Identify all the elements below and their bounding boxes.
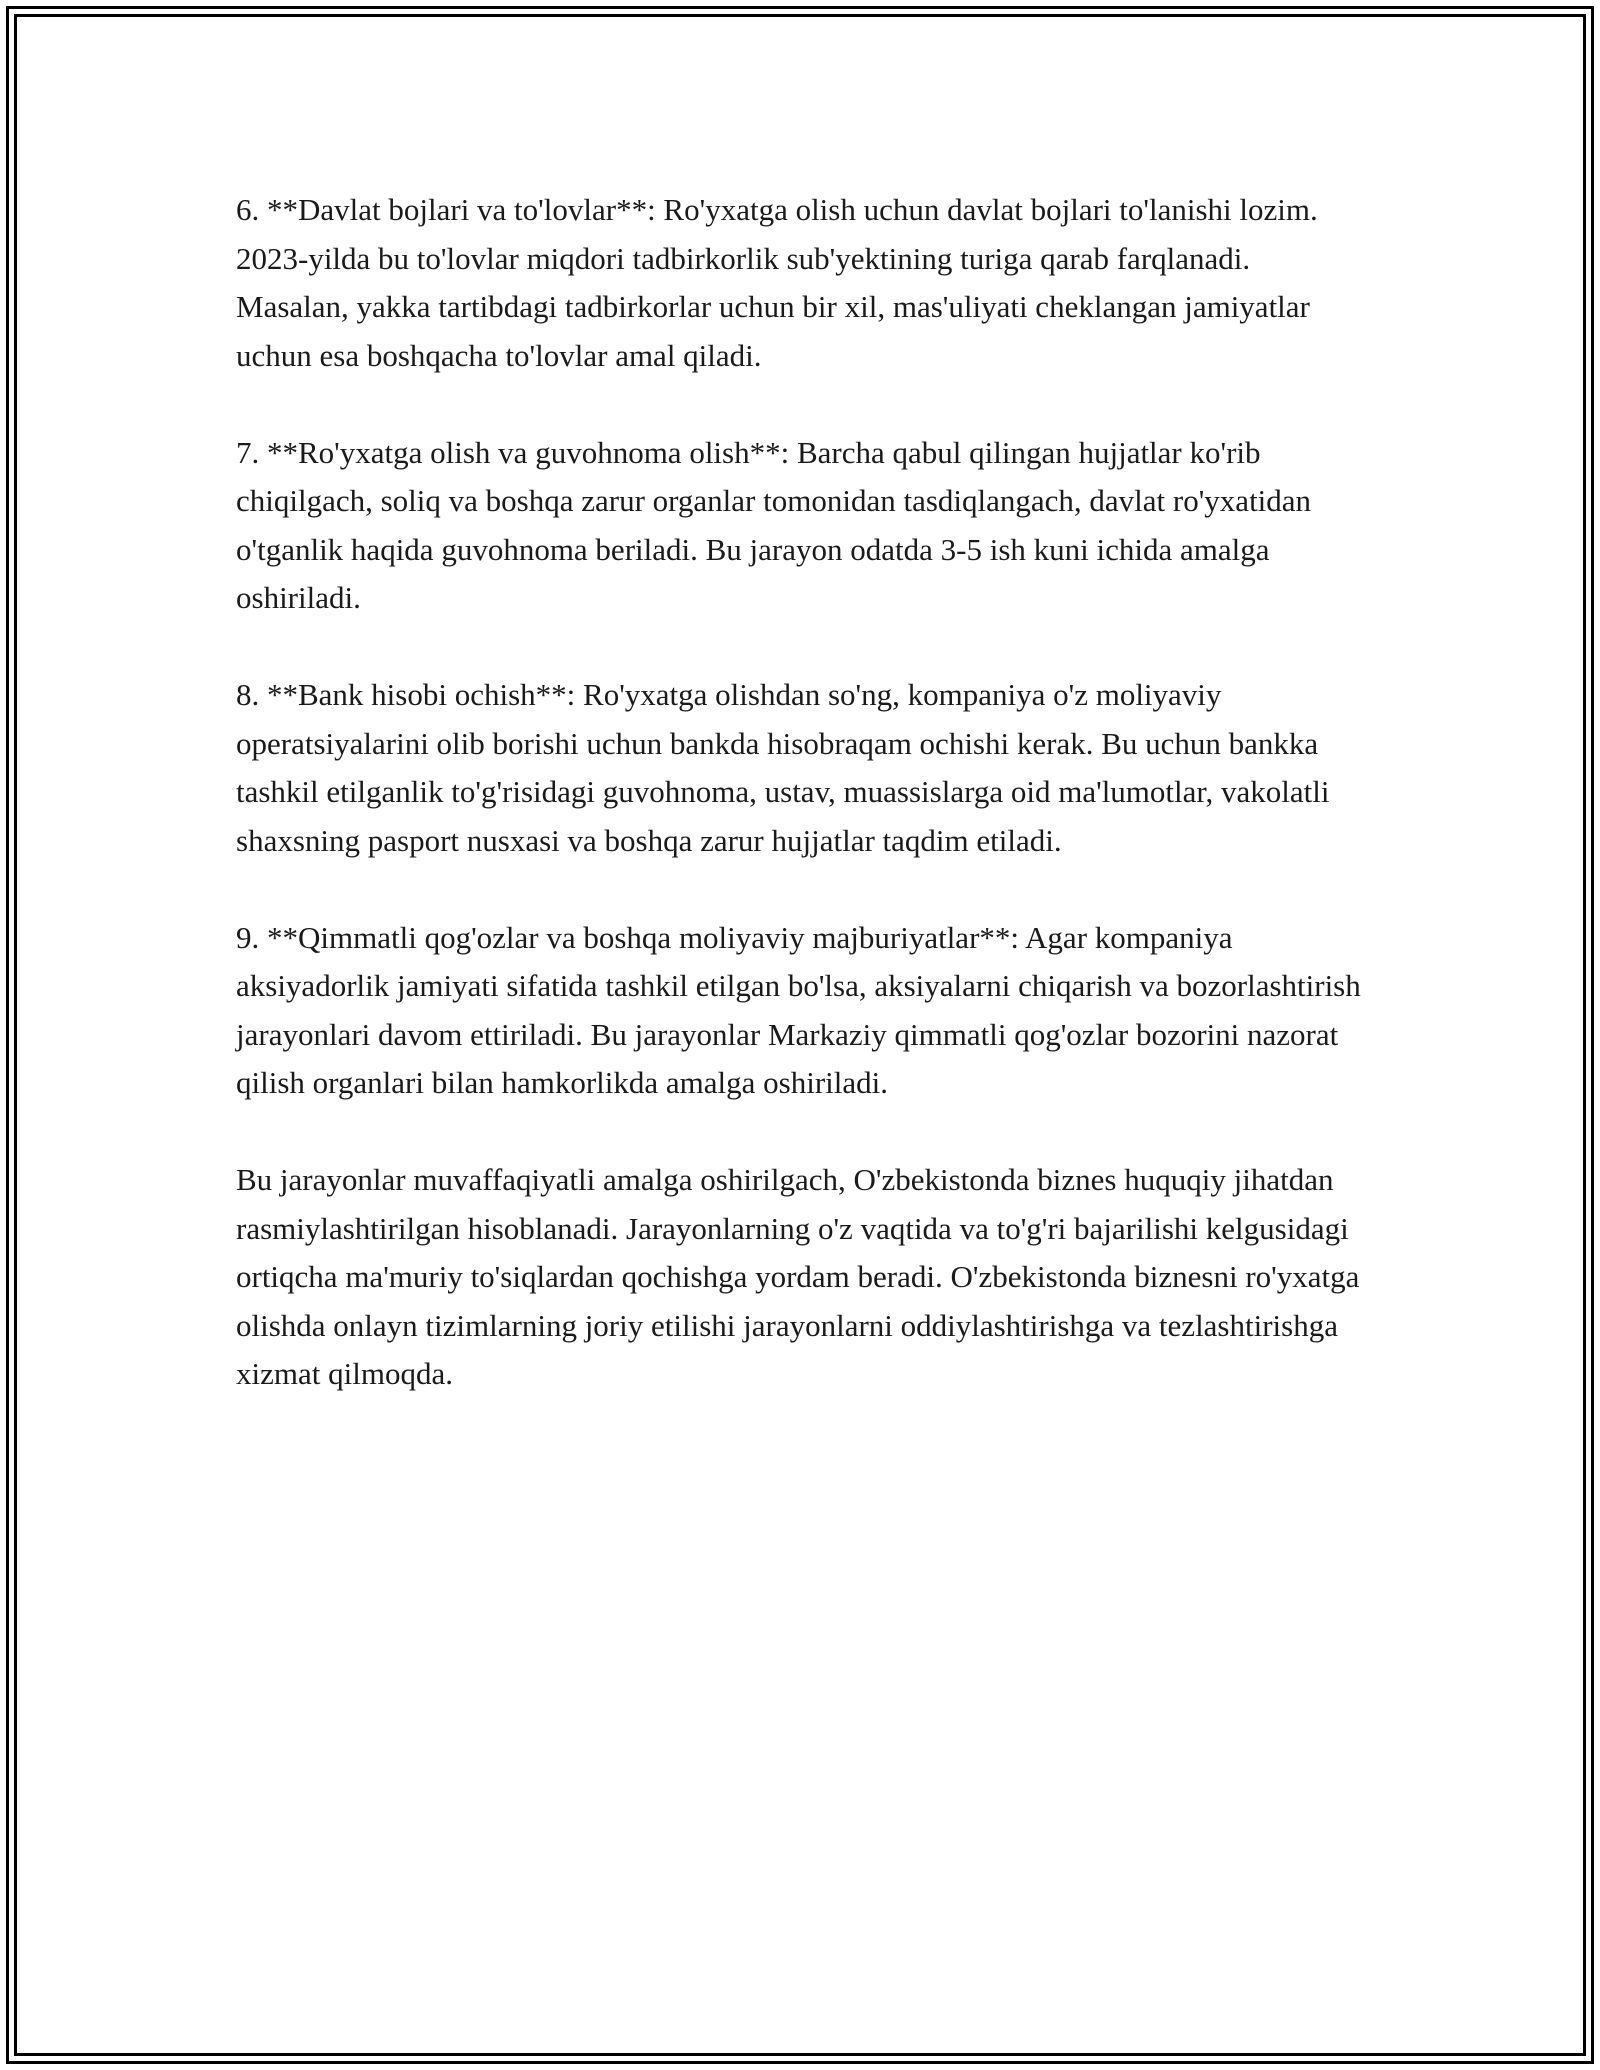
paragraph-item-9: 9. **Qimmatli qog'ozlar va boshqa moliyaviy majburiyatlar**: Agar kompaniya aksiyadorlik jamiyati sifatida tashkil etilgan bo'lsa, aksiyalarni chiqarish va bozorlashtirish jarayonlari davom ettiriladi. Bu jarayonlar Markaziy qimmatli qog'ozlar bozorini nazorat qilish organlari bilan hamkorlikda amalga oshiriladi. [236,919,1361,1100]
document-body [236,186,1366,1399]
paragraph-conclusion: Bu jarayonlar muvaffaqiyatli amalga oshirilgach, O'zbekistonda biznes huquqiy jihatdan rasmiylashtirilgan hisoblanadi. Jarayonlarning o'z vaqtida va to'g'ri bajarilishi kelgusidagi ortiqcha ma'muriy to'siqlardan qochishga yordam beradi. O'zbekistonda biznesni ro'yxatga olishda onlayn tizimlarning joriy etilishi jarayonlarni oddiylashtirishga va tezlashtirishga xizmat qilmoqda. [236,1162,1360,1391]
paragraph-item-6: 6. **Davlat bojlari va to'lovlar**: Ro'yxatga olish uchun davlat bojlari to'lanishi lozim. 2023-yilda bu to'lovlar miqdori tadbirkorlik sub'yektining turiga qarab farqlanadi. Masalan, yakka tartibdagi tadbirkorlar uchun bir xil, mas'uliyati cheklangan jamiyatlar uchun esa boshqacha to'lovlar amal qiladi. [236,192,1318,373]
paragraph-item-8: 8. **Bank hisobi ochish**: Ro'yxatga olishdan so'ng, kompaniya o'z moliyaviy operatsiyalarini olib borishi uchun bankda hisobraqam ochishi kerak. Bu uchun bankka tashkil etilganlik to'g'risidagi guvohnoma, ustav, muassislarga oid ma'lumotlar, vakolatli shaxsning pasport nusxasi va boshqa zarur hujjatlar taqdim etiladi. [236,677,1330,858]
paragraph-item-7: 7. **Ro'yxatga olish va guvohnoma olish**: Barcha qabul qilingan hujjatlar ko'rib chiqilgach, soliq va boshqa zarur organlar tomonidan tasdiqlangach, davlat ro'yxatidan o'tganlik haqida guvohnoma beriladi. Bu jarayon odatda 3-5 ish kuni ichida amalga oshiriladi. [236,434,1312,615]
